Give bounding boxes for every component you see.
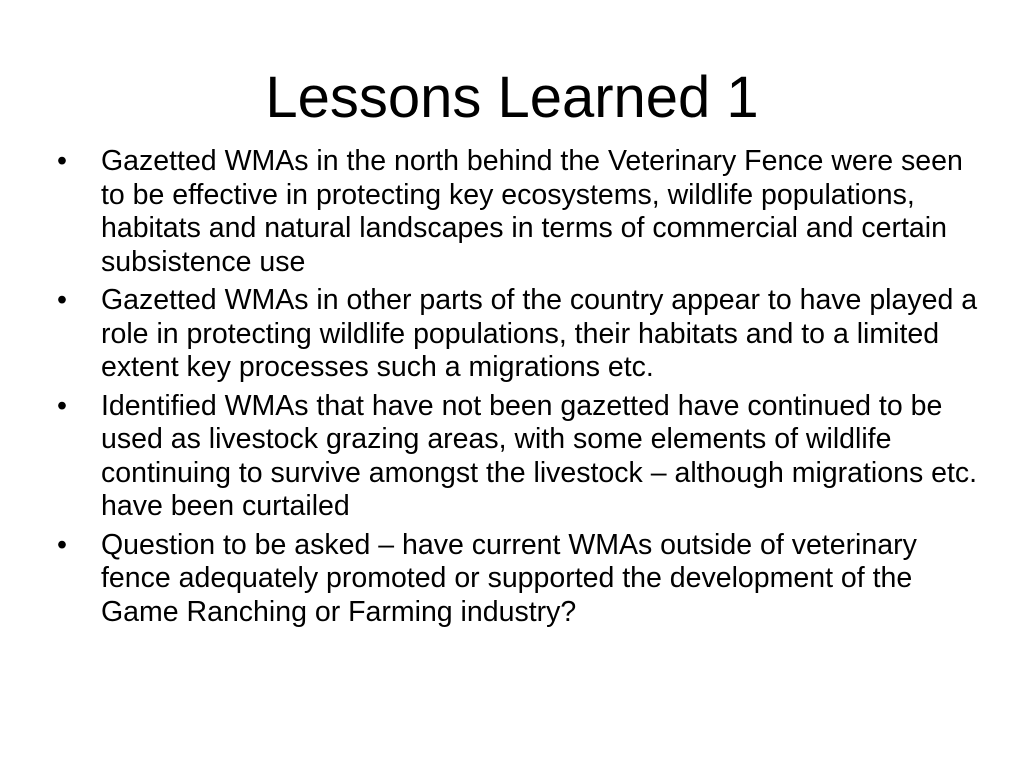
- bullet-text: Gazetted WMAs in the north behind the Veterinary Fence were seen to be effective in protecting key ecosystems, wildlife populations, habitats and natural landscapes in terms of commercial and certain subsistence use: [101, 145, 963, 278]
- bullet-marker: •: [57, 145, 67, 177]
- bullet-item: [57, 529, 987, 630]
- bullet-item: [57, 145, 987, 279]
- bullet-marker: •: [57, 389, 67, 422]
- bullet-item: [57, 284, 987, 385]
- bullet-list: [57, 145, 987, 634]
- bullet-text: Gazetted WMAs in other parts of the country appear to have played a role in protecting wildlife populations, their habitats and to a limited extent key processes such a migrations etc.: [101, 284, 978, 383]
- bullet-marker: •: [57, 284, 67, 316]
- bullet-text: Question to be asked – have current WMAs outside of veterinary fence adequately promoted or supported the development of the Game Ranching or Farming industry?: [101, 528, 917, 628]
- bullet-item: [57, 390, 987, 524]
- bullet-marker: •: [57, 528, 67, 561]
- slide-title: Lessons Learned 1: [265, 65, 759, 130]
- bullet-text: Identified WMAs that have not been gazetted have continued to be used as livestock grazing areas, with some elements of wildlife continuing to survive amongst the livestock – although migrations etc. have been curtailed: [101, 389, 978, 522]
